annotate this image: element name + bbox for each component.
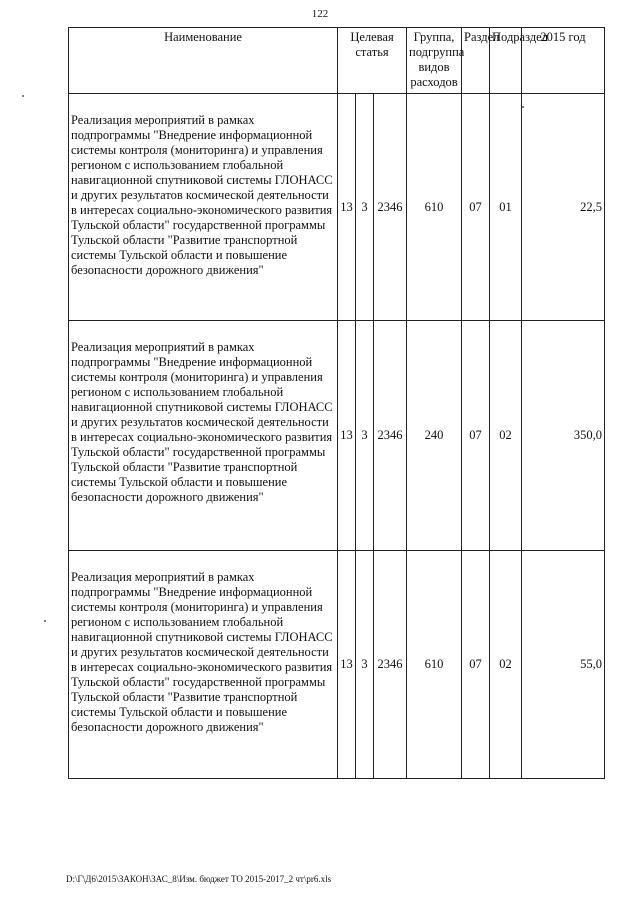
row-group: 610 <box>407 94 462 321</box>
header-target: Целевая статья <box>338 28 407 94</box>
scan-speck <box>22 95 24 97</box>
table-row <box>69 94 605 321</box>
scan-speck <box>44 620 46 622</box>
row-subsection: 02 <box>490 321 522 551</box>
row-code-1: 13 <box>338 94 356 321</box>
table-row <box>69 551 605 779</box>
header-year: 2015 год <box>522 28 605 94</box>
row-code-2: 3 <box>356 321 374 551</box>
row-subsection: 01 <box>490 94 522 321</box>
page-number: 122 <box>311 8 329 20</box>
row-subsection: 02 <box>490 551 522 779</box>
file-path-footer: D:\Г\Д6\2015\ЗАКОН\ЗАС_8\Изм. бюджет ТО 2015-2017_2 чт\pr6.xls <box>66 874 332 884</box>
header-subsection: Подраздел <box>490 28 522 94</box>
row-code-3: 2346 <box>374 551 407 779</box>
row-group: 240 <box>407 321 462 551</box>
row-section: 07 <box>462 321 490 551</box>
row-name: Реализация мероприятий в рамках подпрограммы "Внедрение информационной системы контроля (мониторинга) и управления регионом с использованием глобальной навигационной спутниковой системы ГЛОНАСС и других результатов космической деятельности в интересах социально-экономического развития Тульской области" государственной программы Тульской области "Развитие транспортной системы Тульской области и повышение безопасности дорожного движения" <box>69 321 338 551</box>
row-code-2: 3 <box>356 94 374 321</box>
row-group: 610 <box>407 551 462 779</box>
header-row <box>69 28 605 94</box>
row-code-1: 13 <box>338 551 356 779</box>
row-code-1: 13 <box>338 321 356 551</box>
budget-table <box>68 27 605 779</box>
row-code-2: 3 <box>356 551 374 779</box>
row-name: Реализация мероприятий в рамках подпрограммы "Внедрение информационной системы контроля (мониторинга) и управления регионом с использованием глобальной навигационной спутниковой системы ГЛОНАСС и других результатов космической деятельности в интересах социально-экономического развития Тульской области" государственной программы Тульской области "Развитие транспортной системы Тульской области и повышение безопасности дорожного движения" <box>69 94 338 321</box>
row-amount: 55,0 <box>522 551 605 779</box>
scan-speck <box>522 106 524 108</box>
header-name: Наименование <box>69 28 338 94</box>
header-group: Группа, подгруппа видов расходов <box>407 28 462 94</box>
row-code-3: 2346 <box>374 94 407 321</box>
row-amount: 22,5 <box>522 94 605 321</box>
row-section: 07 <box>462 94 490 321</box>
row-name: Реализация мероприятий в рамках подпрограммы "Внедрение информационной системы контроля (мониторинга) и управления регионом с использованием глобальной навигационной спутниковой системы ГЛОНАСС и других результатов космической деятельности в интересах социально-экономического развития Тульской области" государственной программы Тульской области "Развитие транспортной системы Тульской области и повышение безопасности дорожного движения" <box>69 551 338 779</box>
row-amount: 350,0 <box>522 321 605 551</box>
header-section: Раздел <box>462 28 490 94</box>
row-code-3: 2346 <box>374 321 407 551</box>
table-row <box>69 321 605 551</box>
row-section: 07 <box>462 551 490 779</box>
